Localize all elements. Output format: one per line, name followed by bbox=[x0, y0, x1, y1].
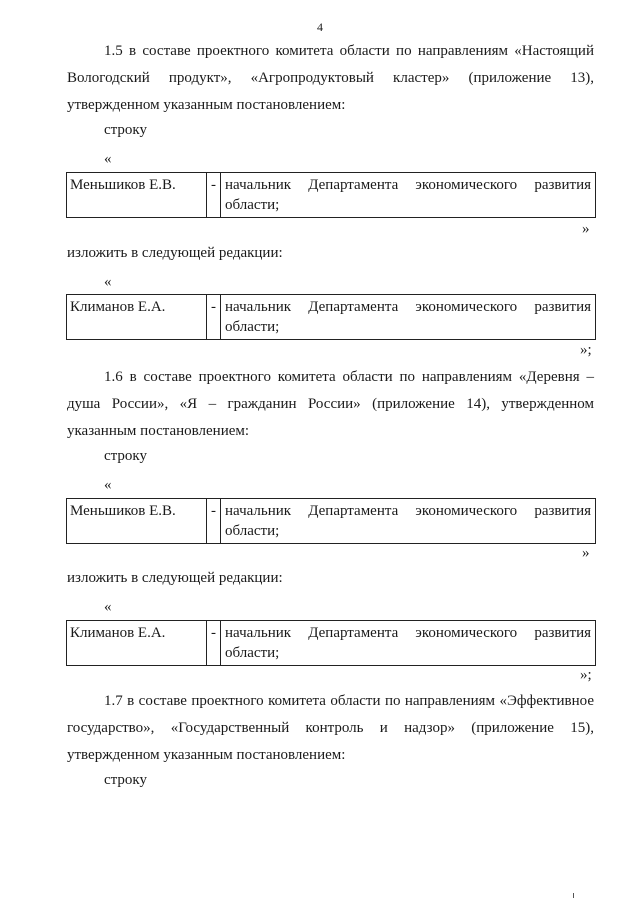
item-1-6-quote-close-new: »; bbox=[580, 667, 592, 683]
old-row-role: начальник Департамента экономического развития области; bbox=[225, 503, 591, 539]
item-1-5-old-row bbox=[66, 172, 596, 218]
item-1-5-replace-label: изложить в следующей редакции: bbox=[67, 245, 283, 261]
item-1-5-quote-close-new: »; bbox=[580, 342, 592, 358]
new-row-role: начальник Департамента экономического развития области; bbox=[225, 299, 591, 335]
old-row-dash: - bbox=[207, 173, 221, 217]
item-1-5-new-row bbox=[66, 294, 596, 340]
item-1-6-quote-open-new: « bbox=[104, 599, 112, 615]
new-row-name: Климанов Е.А. bbox=[67, 295, 207, 339]
item-1-5-intro: 1.5 в составе проектного комитета области по направлениям «Настоящий Вологодский продукт», «Агропродуктовый кластер» (приложение 13), утвержденном указанным постановлением: bbox=[67, 43, 594, 113]
old-row-role: начальник Департамента экономического развития области; bbox=[225, 177, 591, 213]
item-1-5-quote-open: « bbox=[104, 151, 112, 167]
old-row-dash: - bbox=[207, 499, 221, 543]
item-1-7-line-label: строку bbox=[104, 772, 147, 788]
scan-mark bbox=[573, 893, 574, 898]
old-row-name: Меньшиков Е.В. bbox=[67, 173, 207, 217]
page-number: 4 bbox=[317, 20, 323, 34]
item-1-6-quote-close-old: » bbox=[582, 545, 590, 561]
item-1-6-line-label: строку bbox=[104, 448, 147, 464]
old-row-name: Меньшиков Е.В. bbox=[67, 499, 207, 543]
new-row-role: начальник Департамента экономического развития области; bbox=[225, 625, 591, 661]
new-row-name: Климанов Е.А. bbox=[67, 621, 207, 665]
item-1-5-line-label: строку bbox=[104, 122, 147, 138]
item-1-5-quote-close-old: » bbox=[582, 221, 590, 237]
new-row-dash: - bbox=[207, 295, 221, 339]
item-1-7-intro: 1.7 в составе проектного комитета области по направлениям «Эффективное государство», «Государственный контроль и надзор» (приложение 15), утвержденном указанным постановлением: bbox=[67, 693, 594, 763]
item-1-6-old-row bbox=[66, 498, 596, 544]
item-1-5-quote-open-new: « bbox=[104, 274, 112, 290]
item-1-6-new-row bbox=[66, 620, 596, 666]
item-1-6-quote-open: « bbox=[104, 477, 112, 493]
new-row-dash: - bbox=[207, 621, 221, 665]
item-1-6-intro: 1.6 в составе проектного комитета области по направлениям «Деревня – душа России», «Я – гражданин России» (приложение 14), утвержденном указанным постановлением: bbox=[67, 369, 594, 439]
item-1-6-replace-label: изложить в следующей редакции: bbox=[67, 570, 283, 586]
